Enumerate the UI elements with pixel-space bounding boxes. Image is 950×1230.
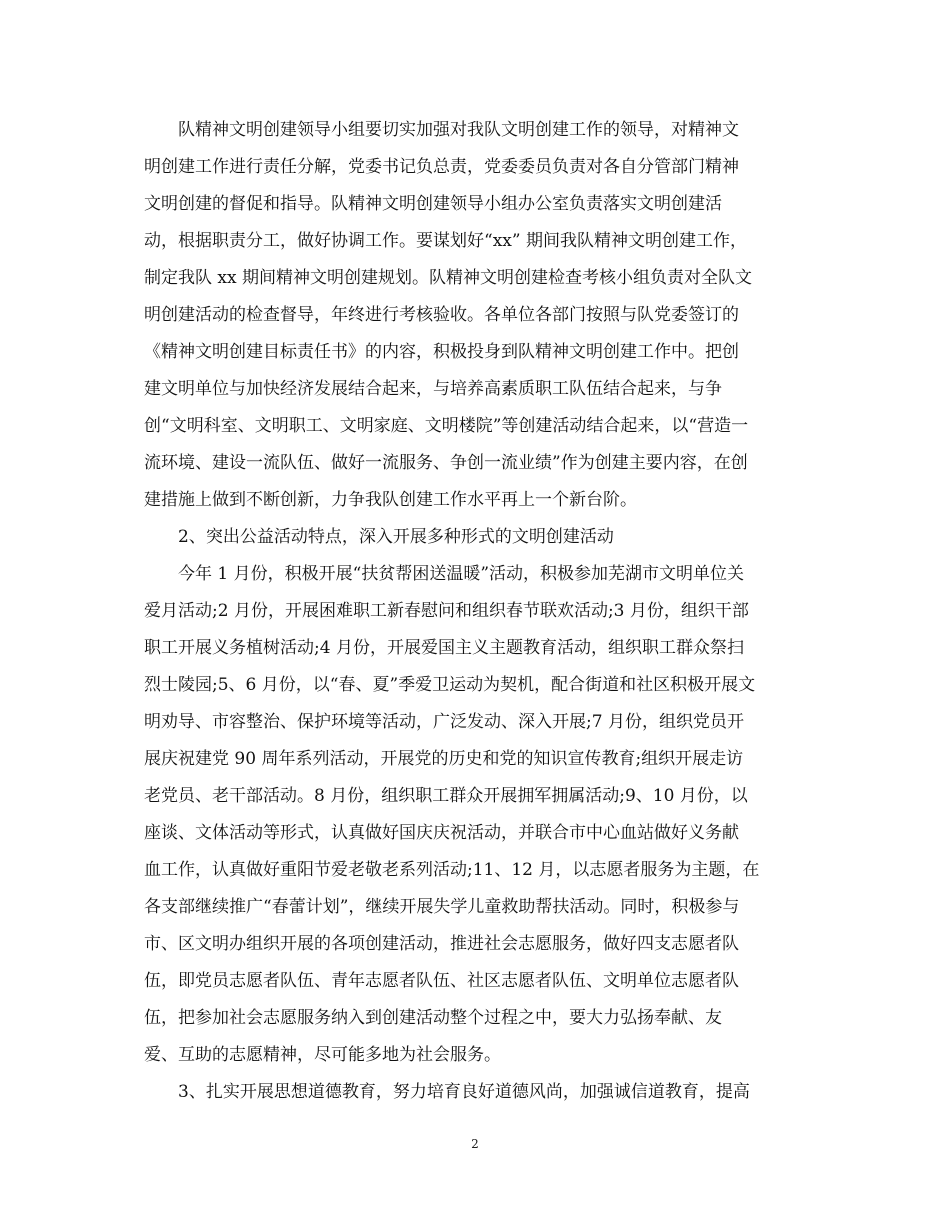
text-line: 制定我队 xx 期间精神文明创建规划。队精神文明创建检查考核小组负责对全队文: [144, 268, 752, 288]
section-heading: 3、扎实开展思想道德教育，努力培育良好道德风尚，加强诚信道教育，提高: [178, 1082, 750, 1102]
text-line: 明劝导、市容整治、保护环境等活动，广泛发动、深入开展;7 月份，组织党员开: [144, 712, 744, 732]
text-line: 今年 1 月份，积极开展“扶贫帮困送温暖”活动，积极参加芜湖市文明单位关: [178, 564, 745, 584]
text-line: 明创建活动的检查督导，年终进行考核验收。各单位各部门按照与队党委签订的: [144, 305, 739, 325]
document-body: [144, 112, 804, 1111]
text-line: 老党员、老干部活动。8 月份，组织职工群众开展拥军拥属活动;9、10 月份，以: [144, 786, 748, 806]
text-line: 各支部继续推广“春蕾计划”，继续开展失学儿童救助帮扶活动。同时，积极参与: [144, 897, 740, 917]
text-line: 市、区文明办组织开展的各项创建活动，推进社会志愿服务，做好四支志愿者队: [144, 934, 739, 954]
text-line: 伍，把参加社会志愿服务纳入到创建活动整个过程之中，要大力弘扬奉献、友: [144, 1008, 722, 1028]
text-line: 流环境、建设一流队伍、做好一流服务、争创一流业绩”作为创建主要内容，在创: [144, 453, 748, 473]
text-line: 爱、互助的志愿精神，尽可能多地为社会服务。: [144, 1045, 501, 1065]
text-line: 创“文明科室、文明职工、文明家庭、文明楼院”等创建活动结合起来，以“营造一: [144, 416, 749, 436]
text-line: 队精神文明创建领导小组要切实加强对我队文明创建工作的领导，对精神文: [178, 120, 739, 140]
text-line: 展庆祝建党 90 周年系列活动，开展党的历史和党的知识宣传教育;组织开展走访: [144, 749, 744, 769]
text-line: 动，根据职责分工，做好协调工作。要谋划好“xx” 期间我队精神文明创建工作，: [144, 231, 747, 251]
text-line: 文明创建的督促和指导。队精神文明创建领导小组办公室负责落实文明创建活: [144, 194, 722, 214]
text-line: 职工开展义务植树活动;4 月份，开展爱国主义主题教育活动，组织职工群众祭扫: [144, 638, 744, 658]
text-line: 建文明单位与加快经济发展结合起来，与培养高素质职工队伍结合起来，与争: [144, 379, 722, 399]
section-heading: 2、突出公益活动特点，深入开展多种形式的文明创建活动: [178, 527, 614, 547]
text-line: 伍，即党员志愿者队伍、青年志愿者队伍、社区志愿者队伍、文明单位志愿者队: [144, 971, 739, 991]
text-line: 座谈、文体活动等形式，认真做好国庆庆祝活动，并联合市中心血站做好义务献: [144, 823, 739, 843]
text-line: 烈士陵园;5、6 月份，以“春、夏”季爱卫运动为契机，配合街道和社区积极开展文: [144, 675, 756, 695]
text-line: 明创建工作进行责任分解，党委书记负总责，党委委员负责对各自分管部门精神: [144, 157, 739, 177]
text-line: 建措施上做到不断创新，力争我队创建工作水平再上一个新台阶。: [144, 490, 637, 510]
page-number: 2: [471, 1137, 479, 1151]
text-line: 血工作，认真做好重阳节爱老敬老系列活动;11、12 月，以志愿者服务为主题，在: [144, 860, 760, 880]
text-line: 《精神文明创建目标责任书》的内容，积极投身到队精神文明创建工作中。把创: [144, 342, 739, 362]
text-line: 爱月活动;2 月份，开展困难职工新春慰问和组织春节联欢活动;3 月份，组织干部: [144, 601, 749, 621]
